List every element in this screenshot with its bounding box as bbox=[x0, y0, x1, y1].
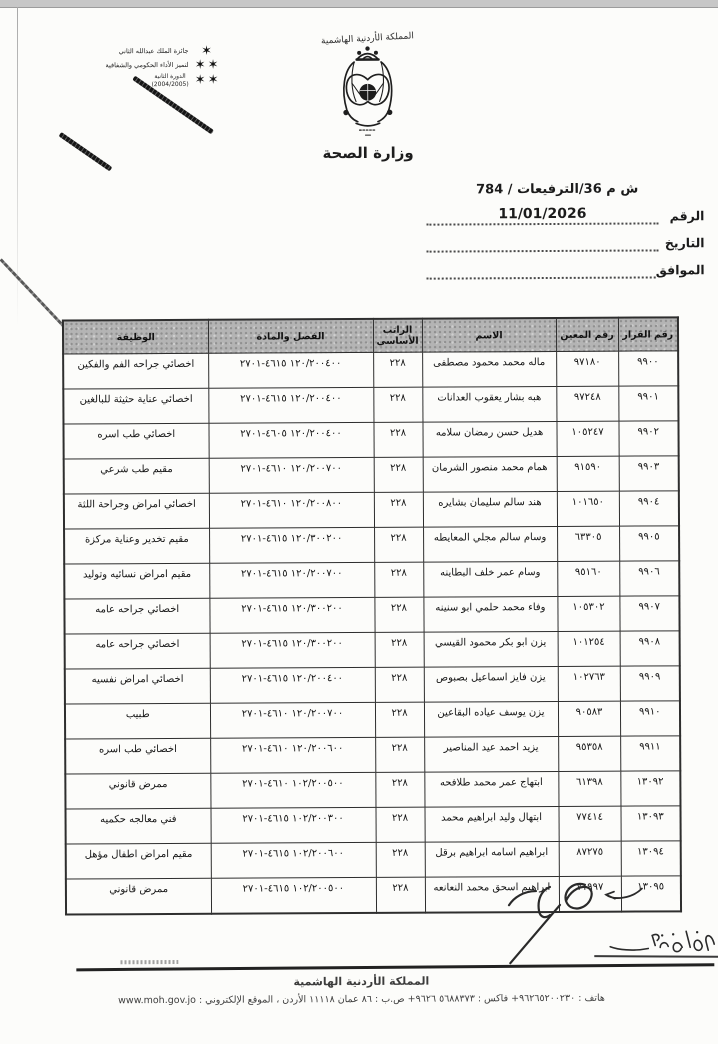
position-cell: اخصائي عناية حثيثة للبالغين bbox=[63, 388, 208, 424]
micro-print-artifact bbox=[120, 960, 178, 964]
decision-no-cell: ٩٩٠٦ bbox=[619, 561, 679, 596]
kingdom-calligraphy: المملكة الأردنية الهاشمية bbox=[320, 31, 415, 47]
table-row bbox=[65, 666, 680, 704]
decision-no-cell: ٩٩٠٠ bbox=[618, 351, 678, 386]
award-line-3: الدورة الثانية bbox=[154, 72, 186, 81]
stamp-ribbon-icon bbox=[59, 132, 113, 171]
col-header-position: الوظيفة bbox=[63, 320, 208, 354]
position-cell: مقيم امراض نسائيه وتوليد bbox=[64, 563, 209, 599]
position-cell: اخصائي جراحه الفم والفكين bbox=[63, 353, 208, 389]
award-line-2: لتميز الأداء الحكومي والشفافية bbox=[105, 61, 189, 70]
position-cell: مقيم طب شرعي bbox=[64, 458, 209, 494]
decision-no-cell: ٩٩٠٧ bbox=[619, 596, 679, 631]
award-line-4: (2004/2005) bbox=[151, 80, 189, 88]
name-cell: هبه بشار يعقوب العدانات bbox=[422, 386, 556, 422]
employee-no-cell: ٩٧١٨٠ bbox=[556, 351, 618, 386]
basic-salary-cell: ٢٢٨ bbox=[375, 632, 424, 667]
award-row bbox=[54, 45, 222, 59]
award-star-icon: ✶ bbox=[194, 57, 206, 73]
name-cell: يزن فايز اسماعيل بصبوص bbox=[424, 666, 558, 702]
employee-no-cell: ٩٥١٦٠ bbox=[557, 561, 619, 596]
table-row bbox=[66, 841, 681, 879]
table-header-row bbox=[63, 317, 678, 354]
award-line-1: جائزة الملك عبدالله الثاني bbox=[118, 47, 189, 56]
employee-no-cell: ٦١٣٩٨ bbox=[558, 771, 620, 806]
name-cell: يزن يوسف عياده البقاعين bbox=[424, 701, 558, 737]
basic-salary-cell: ٢٢٨ bbox=[376, 877, 425, 913]
name-cell: وسام عمر خلف البطاينه bbox=[423, 561, 557, 597]
name-cell: هند سالم سليمان بشايره bbox=[423, 491, 557, 527]
chapter-article-cell: ١٢٠/٢٠٠٦٠٠ ٤٦١٠-٢٧٠١ bbox=[210, 737, 375, 773]
ref-row-number bbox=[426, 206, 704, 225]
employee-no-cell: ٩١٥٩٠ bbox=[557, 456, 619, 491]
basic-salary-cell: ٢٢٨ bbox=[375, 737, 424, 772]
employee-no-cell: ١٠٥٢٤٧ bbox=[556, 421, 618, 456]
basic-salary-cell: ٢٢٨ bbox=[373, 352, 422, 387]
table-row bbox=[64, 526, 679, 564]
award-star-icon: ✶ bbox=[201, 43, 213, 59]
position-cell: اخصائي امراض نفسيه bbox=[65, 668, 210, 704]
name-cell: يزن ابو بكر محمود القيسي bbox=[424, 631, 558, 667]
employee-no-cell: ٨٧٢٧٥ bbox=[559, 841, 621, 876]
basic-salary-cell: ٢٢٨ bbox=[374, 492, 423, 527]
table-row bbox=[64, 561, 679, 599]
reference-block bbox=[426, 206, 704, 288]
chapter-article-cell: ١٢٠/٢٠٠٤٠٠ ٤٦١٥-٢٧٠١ bbox=[208, 387, 373, 423]
employee-no-cell: ٩٥٣٥٨ bbox=[558, 736, 620, 771]
jordan-coat-of-arms-icon bbox=[326, 46, 411, 142]
award-star-icon: ✶ bbox=[207, 72, 219, 88]
chapter-article-cell: ١٢٠/٢٠٠٤٠٠ ٤٦١٥-٢٧٠١ bbox=[210, 667, 375, 703]
position-cell: ممرض قانوني bbox=[65, 773, 210, 809]
award-star-icon: ✶ bbox=[207, 57, 219, 73]
promotions-table-wrap bbox=[62, 316, 680, 915]
footer-rule bbox=[76, 963, 714, 971]
basic-salary-cell: ٢٢٨ bbox=[374, 562, 423, 597]
employee-no-cell: ٧١٩٩٧ bbox=[559, 876, 621, 912]
date-label: التاريخ bbox=[664, 235, 705, 251]
ref-row-agreed bbox=[427, 260, 705, 279]
basic-salary-cell: ٢٢٨ bbox=[374, 597, 423, 632]
chapter-article-cell: ١٢٠/٢٠٠٧٠٠ ٤٦١٥-٢٧٠١ bbox=[209, 562, 374, 598]
handwritten-signature bbox=[470, 875, 604, 968]
award-star-icon: ✶ bbox=[194, 72, 206, 88]
table-row bbox=[63, 386, 678, 424]
footer-contact-line: هاتف : ٩٦٢٦٥٢٠٠٢٣٠+ فاكس : ٥٦٨٨٣٧٣ ٩٦٢٦+ ص.ب : ٨٦ عمان ١١١١٨ الأردن ، الموقع الإلكتروني : www.moh.gov.jo bbox=[118, 992, 605, 1007]
col-header-employee-no: رقم المعين bbox=[556, 318, 618, 352]
position-cell: فني معالجه حكميه bbox=[65, 808, 210, 844]
chapter-article-cell: ١٢٠/٣٠٠٢٠٠ ٤٦١٥-٢٧٠١ bbox=[209, 527, 374, 563]
decision-no-cell: ١٣٠٩٤ bbox=[621, 841, 681, 876]
basic-salary-cell: ٢٢٨ bbox=[376, 842, 425, 877]
name-cell: همام محمد منصور الشرمان bbox=[423, 456, 557, 492]
award-row bbox=[54, 59, 222, 73]
position-cell: طبيب bbox=[65, 703, 210, 739]
employee-no-cell: ٩٠٥٨٣ bbox=[558, 701, 620, 736]
note-underline bbox=[594, 955, 718, 958]
col-header-name: الاسم bbox=[422, 318, 556, 352]
decision-no-cell: ٩٩١٠ bbox=[620, 701, 680, 736]
table-row bbox=[65, 631, 680, 669]
chapter-article-cell: ١٢٠/٢٠٠٤٠٠ ٤٦١٥-٢٧٠١ bbox=[208, 352, 373, 388]
employee-no-cell: ٩٧٢٤٨ bbox=[556, 386, 618, 421]
decision-no-cell: ٩٩٠٨ bbox=[620, 631, 680, 666]
position-cell: مقيم تخدير وعناية مركزة bbox=[64, 528, 209, 564]
chapter-article-cell: ١٢٠/٢٠٠٧٠٠ ٤٦١٠-٢٧٠١ bbox=[209, 457, 374, 493]
decision-no-cell: ١٣٠٩٥ bbox=[621, 876, 681, 912]
chapter-article-cell: ١٠٢/٢٠٠٥٠٠ ٤٦١٠-٢٧٠١ bbox=[210, 772, 375, 808]
letterhead-crest bbox=[296, 31, 439, 163]
table-row bbox=[65, 701, 680, 739]
handwritten-mark bbox=[600, 883, 646, 905]
basic-salary-cell: ٢٢٨ bbox=[375, 702, 424, 737]
table-row bbox=[63, 351, 678, 389]
promotions-table bbox=[62, 316, 682, 915]
name-cell: ابراهيم اسامه ابراهيم برقل bbox=[425, 841, 559, 877]
chapter-article-cell: ١٢٠/٣٠٠٢٠٠ ٤٦١٥-٢٧٠١ bbox=[210, 632, 375, 668]
name-cell: وسام سالم مجلي المعايطه bbox=[423, 526, 557, 562]
table-row bbox=[65, 771, 680, 809]
basic-salary-cell: ٢٢٨ bbox=[374, 457, 423, 492]
chapter-article-cell: ١٢٠/٢٠٠٤٠٠ ٤٦٠٥-٢٧٠١ bbox=[208, 422, 373, 458]
col-header-decision-no: رقم القرار bbox=[618, 317, 678, 351]
basic-salary-cell: ٢٢٨ bbox=[375, 772, 424, 807]
king-abdullah-award-stamp bbox=[54, 45, 222, 90]
position-cell: اخصائي طب اسره bbox=[65, 738, 210, 774]
decision-no-cell: ١٣٠٩٣ bbox=[620, 806, 680, 841]
table-row bbox=[63, 421, 678, 459]
decision-no-cell: ٩٩٠٩ bbox=[620, 666, 680, 701]
name-cell: ابراهيم اسحق محمد النعانعه bbox=[425, 876, 559, 912]
name-cell: ابتهال وليد ابراهيم محمد bbox=[424, 806, 558, 842]
date-leader bbox=[426, 233, 658, 252]
basic-salary-cell: ٢٢٨ bbox=[374, 527, 423, 562]
basic-salary-cell: ٢٢٨ bbox=[375, 667, 424, 702]
basic-salary-cell: ٢٢٨ bbox=[373, 387, 422, 422]
chapter-article-cell: ١٠٢/٢٠٠٣٠٠ ٤٦١٥-٢٧٠١ bbox=[210, 807, 375, 843]
footer-kingdom-line: المملكة الأردنية الهاشمية bbox=[293, 974, 430, 989]
decision-no-cell: ٩٩١١ bbox=[620, 736, 680, 771]
col-header-chapter-article: الفصل والمادة bbox=[208, 319, 373, 353]
decision-no-cell: ١٣٠٩٢ bbox=[620, 771, 680, 806]
name-cell: ماله محمد محمود مصطفى bbox=[422, 351, 556, 387]
position-cell: ممرض قانوني bbox=[66, 878, 211, 914]
name-cell: يزيد احمد عيد المناصير bbox=[424, 736, 558, 772]
chapter-article-cell: ١٢٠/٣٠٠٢٠٠ ٤٦١٥-٢٧٠١ bbox=[209, 597, 374, 633]
decision-no-cell: ٩٩٠٥ bbox=[619, 526, 679, 561]
position-cell: اخصائي جراحه عامه bbox=[64, 598, 209, 634]
position-cell: اخصائي امراض وجراحة اللثة bbox=[64, 493, 209, 529]
table-row bbox=[64, 456, 679, 494]
chapter-article-cell: ١٢٠/٢٠٠٨٠٠ ٤٦١٠-٢٧٠١ bbox=[209, 492, 374, 528]
table-row bbox=[64, 596, 679, 634]
ref-row-date bbox=[426, 233, 704, 252]
employee-no-cell: ١٠١٦٥٠ bbox=[557, 491, 619, 526]
col-header-basic-salary: الراتب الأساسي bbox=[373, 319, 422, 353]
employee-no-cell: ٦٣٣٠٥ bbox=[557, 526, 619, 561]
decision-no-cell: ٩٩٠٣ bbox=[619, 456, 679, 491]
employee-no-cell: ٧٧٤١٤ bbox=[558, 806, 620, 841]
position-cell: مقيم امراض اطفال مؤهل bbox=[66, 843, 211, 879]
decision-no-cell: ٩٩٠١ bbox=[618, 386, 678, 421]
name-cell: وفاء محمد حلمي ابو سنينه bbox=[423, 596, 557, 632]
number-value: 11/01/2026 bbox=[426, 206, 658, 225]
decision-no-cell: ٩٩٠٢ bbox=[618, 421, 678, 456]
name-cell: ابتهاج عمر محمد طلافحه bbox=[424, 771, 558, 807]
ministry-calligraphy: وزارة الصحة bbox=[322, 143, 414, 163]
chapter-article-cell: ١٠٢/٢٠٠٦٠٠ ٤٦١٥-٢٧٠١ bbox=[211, 842, 376, 878]
agreed-leader bbox=[427, 260, 656, 279]
table-row bbox=[65, 736, 680, 774]
number-label: الرقم bbox=[669, 208, 705, 224]
table-row bbox=[64, 491, 679, 529]
handwritten-note bbox=[600, 920, 718, 957]
position-cell: اخصائي جراحه عامه bbox=[65, 633, 210, 669]
basic-salary-cell: ٢٢٨ bbox=[375, 807, 424, 842]
employee-no-cell: ١٠٥٣٠٢ bbox=[557, 596, 619, 631]
name-cell: هديل حسن رمضان سلامه bbox=[422, 421, 556, 457]
decision-no-cell: ٩٩٠٤ bbox=[619, 491, 679, 526]
reference-number-line: ش م 36/الترفيعات / 784 bbox=[476, 181, 639, 198]
position-cell: اخصائي طب اسره bbox=[63, 423, 208, 459]
table-row bbox=[65, 806, 680, 844]
chapter-article-cell: ١٢٠/٢٠٠٧٠٠ ٤٦١٠-٢٧٠١ bbox=[210, 702, 375, 738]
employee-no-cell: ١٠١٢٥٤ bbox=[558, 631, 620, 666]
chapter-article-cell: ١٠٢/٢٠٠٥٠٠ ٤٦١٥-٢٧٠١ bbox=[211, 877, 376, 913]
employee-no-cell: ١٠٢٧٦٣ bbox=[558, 666, 620, 701]
agreed-label: الموافق bbox=[655, 262, 705, 278]
basic-salary-cell: ٢٢٨ bbox=[373, 422, 422, 457]
